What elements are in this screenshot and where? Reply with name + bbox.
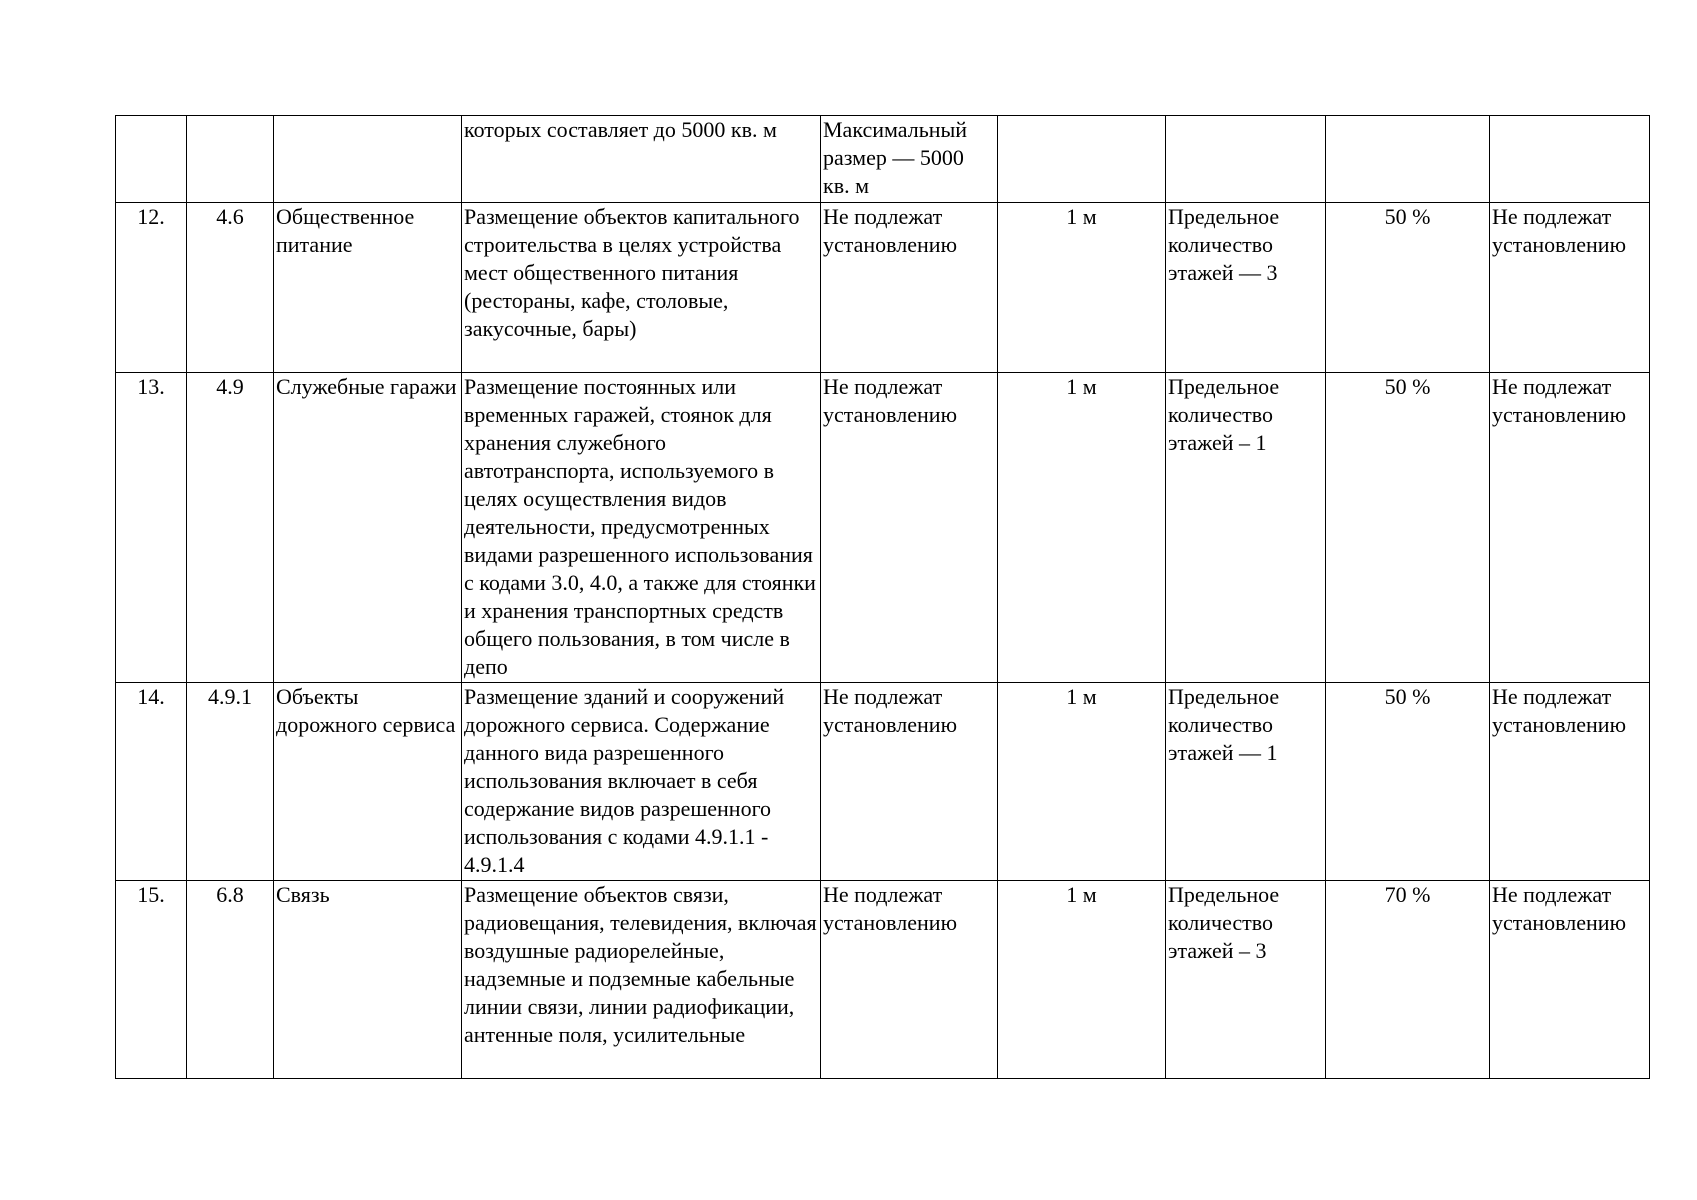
cell-num <box>116 116 187 203</box>
cell-other: Не подлежат установлению <box>1490 683 1650 881</box>
cell-area: Не подлежат установлению <box>821 881 998 1079</box>
cell-code: 4.6 <box>187 203 274 373</box>
table-row <box>116 203 1650 373</box>
cell-other: Не подлежат установлению <box>1490 881 1650 1079</box>
cell-num: 13. <box>116 373 187 683</box>
cell-area: Не подлежат установлению <box>821 203 998 373</box>
cell-area: Не подлежат установлению <box>821 683 998 881</box>
cell-setback: 1 м <box>998 683 1166 881</box>
cell-floors: Предельное количество этажей – 1 <box>1166 373 1326 683</box>
cell-code: 4.9 <box>187 373 274 683</box>
cell-name: Связь <box>274 881 462 1079</box>
cell-num: 12. <box>116 203 187 373</box>
cell-num: 15. <box>116 881 187 1079</box>
regulations-table <box>115 115 1650 1079</box>
cell-coverage: 50 % <box>1326 203 1490 373</box>
cell-setback: 1 м <box>998 373 1166 683</box>
cell-code <box>187 116 274 203</box>
table-row <box>116 683 1650 881</box>
cell-floors: Предельное количество этажей – 3 <box>1166 881 1326 1079</box>
cell-setback: 1 м <box>998 881 1166 1079</box>
cell-description: Размещение объектов капитального строительства в целях устройства мест общественного питания (рестораны, кафе, столовые, закусочные, бары) <box>462 203 821 373</box>
cell-floors <box>1166 116 1326 203</box>
cell-code: 4.9.1 <box>187 683 274 881</box>
table-row-continuation <box>116 116 1650 203</box>
cell-name: Общественное питание <box>274 203 462 373</box>
cell-description: Размещение объектов связи, радиовещания, телевидения, включая воздушные радиорелейные, надземные и подземные кабельные линии связи, линии радиофикации, антенные поля, усилительные <box>462 881 821 1079</box>
cell-other: Не подлежат установлению <box>1490 373 1650 683</box>
cell-floors: Предельное количество этажей — 3 <box>1166 203 1326 373</box>
cell-other: Не подлежат установлению <box>1490 203 1650 373</box>
cell-code: 6.8 <box>187 881 274 1079</box>
cell-coverage: 50 % <box>1326 683 1490 881</box>
cell-setback <box>998 116 1166 203</box>
cell-area: Не подлежат установлению <box>821 373 998 683</box>
cell-area: Максимальный размер — 5000 кв. м <box>821 116 998 203</box>
cell-description: которых составляет до 5000 кв. м <box>462 116 821 203</box>
cell-name: Объекты дорожного сервиса <box>274 683 462 881</box>
cell-num: 14. <box>116 683 187 881</box>
cell-coverage: 50 % <box>1326 373 1490 683</box>
cell-floors: Предельное количество этажей — 1 <box>1166 683 1326 881</box>
cell-description: Размещение постоянных или временных гаражей, стоянок для хранения служебного автотранспорта, используемого в целях осуществления видов деятельности, предусмотренных видами разрешенного использования с кодами 3.0, 4.0, а также для стоянки и хранения транспортных средств общего пользования, в том числе в депо <box>462 373 821 683</box>
cell-coverage <box>1326 116 1490 203</box>
cell-other <box>1490 116 1650 203</box>
cell-setback: 1 м <box>998 203 1166 373</box>
table-row <box>116 881 1650 1079</box>
cell-description: Размещение зданий и сооружений дорожного сервиса. Содержание данного вида разрешенного использования включает в себя содержание видов разрешенного использования с кодами 4.9.1.1 - 4.9.1.4 <box>462 683 821 881</box>
table-row <box>116 373 1650 683</box>
cell-name: Служебные гаражи <box>274 373 462 683</box>
cell-name <box>274 116 462 203</box>
cell-coverage: 70 % <box>1326 881 1490 1079</box>
